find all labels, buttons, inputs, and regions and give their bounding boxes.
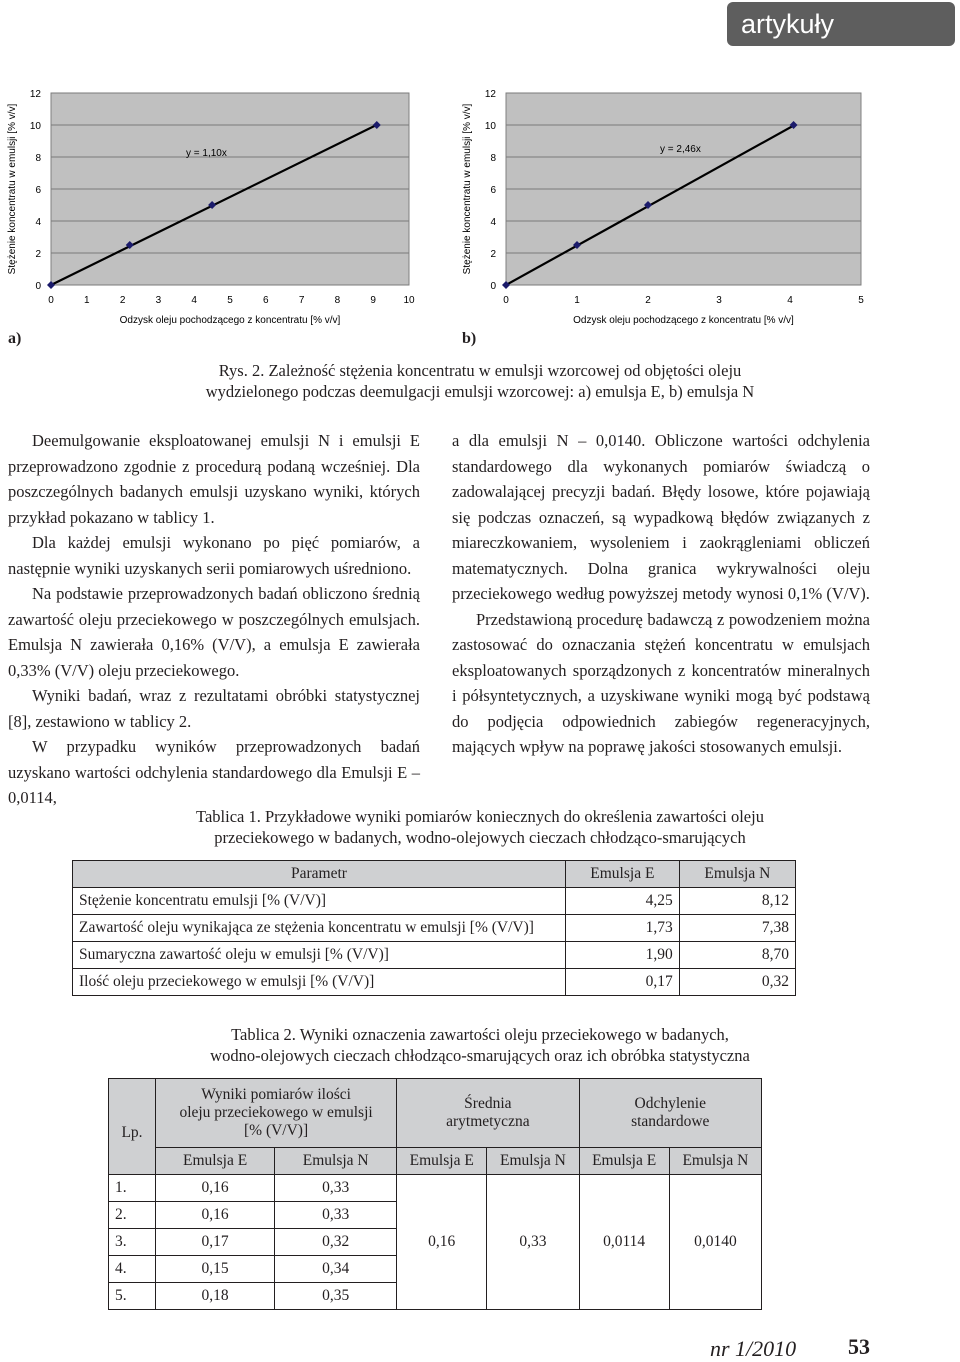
y-axis-label: Stężenie koncentratu w emulsji [% v/v] xyxy=(462,103,473,275)
table-cell: 0,33 xyxy=(275,1202,397,1229)
y-tick-label: 0 xyxy=(490,281,496,292)
y-tick-label: 2 xyxy=(35,249,41,260)
y-tick-label: 10 xyxy=(29,121,41,132)
table-header-cell: Emulsja N xyxy=(487,1148,579,1175)
x-tick-label: 2 xyxy=(645,295,651,306)
table-cell: 4. xyxy=(109,1256,156,1283)
x-tick-label: 8 xyxy=(334,295,341,306)
header-line: Średnia xyxy=(464,1095,512,1112)
paragraph: Wyniki badań, wraz z rezultatami obróbki statystycznej [8], zestawiono w tablicy 2. xyxy=(8,686,420,731)
x-axis-label: Odzysk oleju pochodzącego z koncentratu [% v/v] xyxy=(573,315,794,326)
table-header-cell: Emulsja N xyxy=(275,1148,397,1175)
y-tick-label: 8 xyxy=(35,153,41,164)
x-tick-label: 9 xyxy=(370,295,376,306)
header-line: arytmetyczna xyxy=(446,1113,530,1130)
table1-caption-line1: Tablica 1. Przykładowe wyniki pomiarów koniecznych do określenia zawartości oleju xyxy=(196,807,764,826)
table-row xyxy=(109,1175,762,1202)
table-cell: 0,35 xyxy=(275,1283,397,1310)
page-number: 53 xyxy=(848,1334,870,1359)
x-tick-label: 4 xyxy=(191,295,197,306)
y-tick-label: 6 xyxy=(35,185,41,196)
y-tick-label: 10 xyxy=(484,121,496,132)
trend-equation-label: y = 1,10x xyxy=(186,148,227,159)
x-tick-label: 0 xyxy=(48,295,54,306)
x-axis-label: Odzysk oleju pochodzącego z koncentratu [% v/v] xyxy=(119,315,341,326)
table2-caption-line2: wodno-olejowych cieczach chłodząco-smarujących oraz ich obróbka statystyczna xyxy=(210,1046,750,1065)
table1-caption xyxy=(0,806,960,848)
table-cell: 7,38 xyxy=(679,915,795,942)
table-cell: 0,15 xyxy=(156,1256,275,1283)
chart-b xyxy=(450,80,890,340)
table-cell: Zawartość oleju wynikająca ze stężenia koncentratu w emulsji [% (V/V)] xyxy=(73,915,566,942)
table-header-cell: Emulsja N xyxy=(669,1148,761,1175)
table-cell: 0,18 xyxy=(156,1283,275,1310)
trend-equation-label: y = 2,46x xyxy=(660,144,701,155)
paragraph: a dla emulsji N – 0,0140. Obliczone wartości odchylenia standardowego dla wykonanych pomiarów świadczą o zadowalającej precyzji badań. Błędy losowe, które pojawiają się podczas oznaczeń, są wypadkową błędów związanych z miareczkowaniem, wysoleniem i zaokrągleniami obliczeń matematycznych. Dolna granica wykrywalności oleju przeciekowego według powyższej metody wynosi 0,1% (V/V). xyxy=(452,431,870,603)
table-cell: 0,16 xyxy=(397,1175,487,1310)
table-cell: 1,73 xyxy=(566,915,680,942)
table-cell: Ilość oleju przeciekowego w emulsji [% (V/V)] xyxy=(73,969,566,996)
table-row xyxy=(73,969,796,996)
table-cell: 8,12 xyxy=(679,888,795,915)
table-cell: 8,70 xyxy=(679,942,795,969)
table-header-cell xyxy=(579,1079,761,1148)
table-header-row xyxy=(109,1079,762,1148)
y-tick-label: 6 xyxy=(490,185,496,196)
y-tick-label: 8 xyxy=(490,153,496,164)
chart-a xyxy=(0,80,430,340)
table2 xyxy=(108,1078,762,1310)
table-subheader-row xyxy=(109,1148,762,1175)
table-header-cell: Emulsja N xyxy=(679,861,795,888)
table-cell: 0,16 xyxy=(156,1202,275,1229)
x-tick-label: 1 xyxy=(84,295,90,306)
body-left-column xyxy=(8,428,420,811)
chart-b-plot xyxy=(450,80,890,340)
x-tick-label: 2 xyxy=(119,295,126,306)
y-axis-label: Stężenie koncentratu w emulsji [% v/v] xyxy=(7,103,18,275)
header-line: Odchylenie xyxy=(634,1095,706,1112)
table-cell: 0,0114 xyxy=(579,1175,669,1310)
issue-number: nr 1/2010 xyxy=(710,1336,797,1361)
header-line: [% (V/V)] xyxy=(244,1122,309,1139)
table-cell: 0,32 xyxy=(275,1229,397,1256)
x-tick-label: 6 xyxy=(263,295,269,306)
table-cell: 0,33 xyxy=(487,1175,579,1310)
table-header-cell: Emulsja E xyxy=(156,1148,275,1175)
table-cell: 0,17 xyxy=(156,1229,275,1256)
y-tick-label: 0 xyxy=(35,281,41,292)
table-cell: 1,90 xyxy=(566,942,680,969)
x-tick-label: 3 xyxy=(155,295,162,306)
table-cell: 5. xyxy=(109,1283,156,1310)
panel-b-label: b) xyxy=(462,330,477,347)
table-header-cell: Emulsja E xyxy=(566,861,680,888)
paragraph: Przedstawioną procedurę badawczą z powodzeniem można zastosować do oznaczania stężeń koncentratu w emulsjach eksploatowanych sporządzonych z koncentratów mineralnych i półsyntetycznych, a uzyskiwane wyniki mogą być podstawą do podjęcia odpowiednich zabiegów regeneracyjnych, mających wpływ na poprawę jakości stosowanych emulsji. xyxy=(452,609,870,756)
y-tick-label: 4 xyxy=(35,217,41,228)
table-cell: 3. xyxy=(109,1229,156,1256)
table-cell: 0,33 xyxy=(275,1175,397,1202)
figure-caption xyxy=(0,360,960,402)
table-cell: 1. xyxy=(109,1175,156,1202)
table-cell: Sumaryczna zawartość oleju w emulsji [% (V/V)] xyxy=(73,942,566,969)
x-tick-label: 7 xyxy=(298,295,305,306)
table-cell: 0,34 xyxy=(275,1256,397,1283)
table-header-cell xyxy=(156,1079,397,1148)
x-tick-label: 4 xyxy=(787,295,793,306)
figure-caption-line2: wydzielonego podczas deemulgacji emulsji wzorcowej: a) emulsja E, b) emulsja N xyxy=(205,382,755,401)
figure-caption-line1: Rys. 2. Zależność stężenia koncentratu w emulsji wzorcowej od objętości oleju xyxy=(218,361,742,380)
table-cell: Stężenie koncentratu emulsji [% (V/V)] xyxy=(73,888,566,915)
header-line: standardowe xyxy=(631,1113,710,1130)
table-cell: 0,32 xyxy=(679,969,795,996)
x-tick-label: 10 xyxy=(403,295,415,306)
table1 xyxy=(72,860,796,996)
y-tick-label: 12 xyxy=(484,89,496,100)
paragraph: Dla każdej emulsji wykonano po pięć pomiarów, a następnie wyniki uzyskanych serii pomiarowych uśredniono. xyxy=(8,533,420,578)
paragraph: Na podstawie przeprowadzonych badań obliczono średnią zawartość oleju przeciekowego w poszczególnych emulsjach. Emulsja N zawierała 0,16% (V/V), a emulsja E zawierała 0,33% (V/V) oleju przeciekowego. xyxy=(8,584,420,680)
x-tick-label: 3 xyxy=(716,295,722,306)
x-tick-label: 5 xyxy=(858,295,864,306)
table-row xyxy=(73,915,796,942)
table1-caption-line2: przeciekowego w badanych, wodno-olejowych cieczach chłodząco-smarujących xyxy=(214,828,746,847)
x-tick-label: 1 xyxy=(574,295,580,306)
table-cell: 0,16 xyxy=(156,1175,275,1202)
header-line: oleju przeciekowego w emulsji xyxy=(179,1104,373,1121)
x-tick-label: 0 xyxy=(503,295,509,306)
x-tick-label: 5 xyxy=(227,295,233,306)
table2-caption-line1: Tablica 2. Wyniki oznaczenia zawartości oleju przeciekowego w badanych, xyxy=(231,1025,729,1044)
table-cell: 0,17 xyxy=(566,969,680,996)
body-right-column xyxy=(452,428,870,760)
table2-caption xyxy=(0,1024,960,1066)
table-header-cell xyxy=(397,1079,579,1148)
table-row xyxy=(73,888,796,915)
header-line: Wyniki pomiarów ilości xyxy=(201,1086,351,1103)
y-tick-label: 2 xyxy=(490,249,496,260)
table-cell: 4,25 xyxy=(566,888,680,915)
table-header-cell: Emulsja E xyxy=(397,1148,487,1175)
y-tick-label: 12 xyxy=(29,89,41,100)
panel-a-label: a) xyxy=(8,330,22,347)
paragraph: W przypadku wyników przeprowadzonych badań uzyskano wartości odchylenia standardowego dla Emulsji E – 0,0114, xyxy=(8,737,420,807)
table-header-cell: Parametr xyxy=(73,861,566,888)
table-header-cell: Emulsja E xyxy=(579,1148,669,1175)
y-tick-label: 4 xyxy=(490,217,496,228)
table-cell: 2. xyxy=(109,1202,156,1229)
paragraph: Deemulgowanie eksploatowanej emulsji N i emulsji E przeprowadzono zgodnie z procedurą podaną wcześniej. Dla poszczególnych badanych emulsji uzyskano wyniki, których przykład pokazano w tablicy 1. xyxy=(8,431,420,527)
chart-a-plot xyxy=(0,80,430,340)
table-header-cell: Lp. xyxy=(109,1079,156,1175)
section-tag: artykuły xyxy=(727,2,955,46)
table-cell: 0,0140 xyxy=(669,1175,761,1310)
table-header-row xyxy=(73,861,796,888)
table-row xyxy=(73,942,796,969)
